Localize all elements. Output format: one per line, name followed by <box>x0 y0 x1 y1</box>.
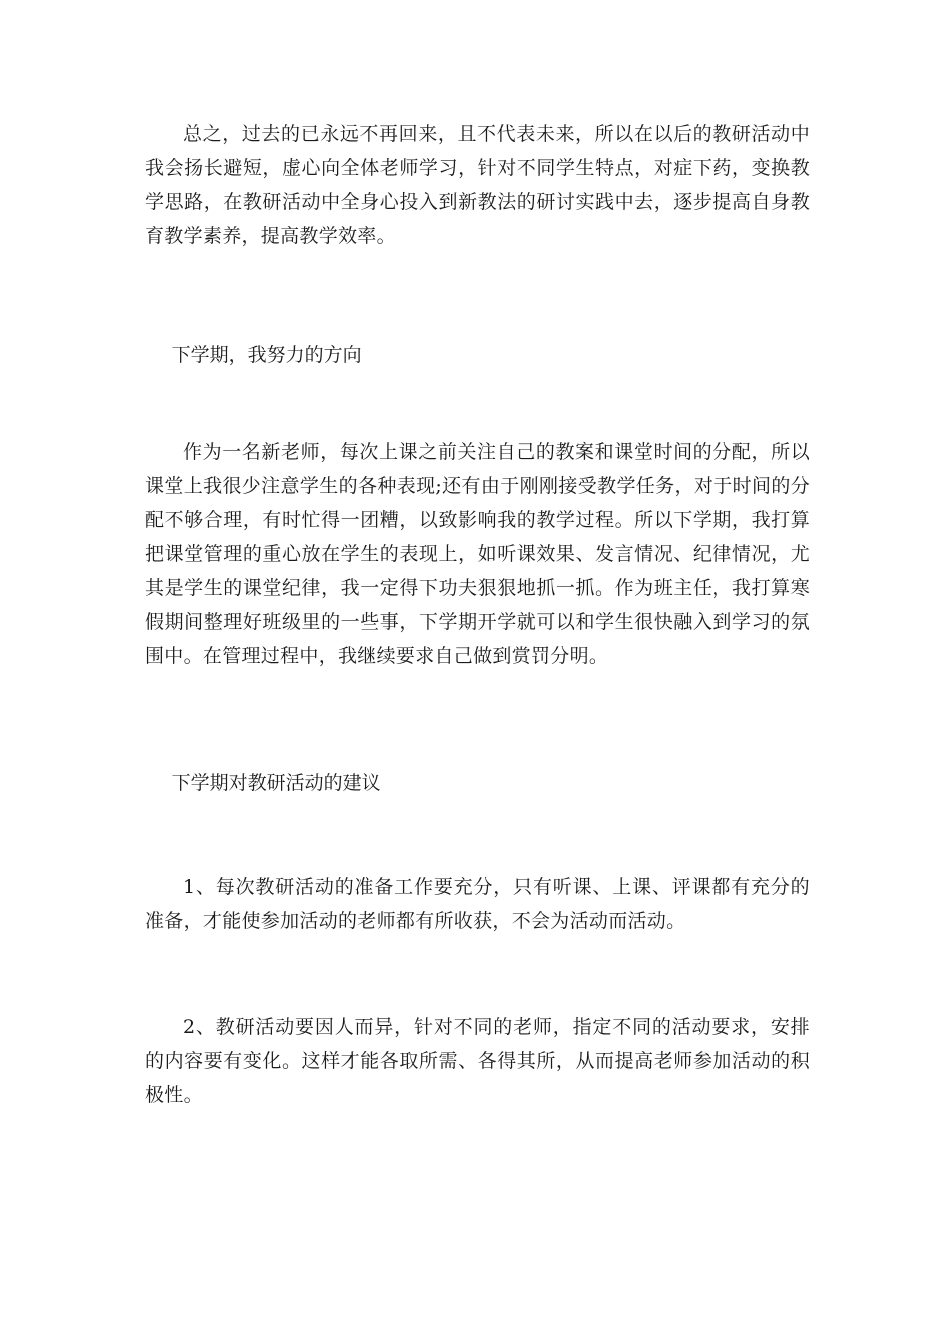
direction-paragraph: 作为一名新老师，每次上课之前关注自己的教案和课堂时间的分配，所以课堂上我很少注意学生的各种表现;还有由于刚刚接受教学任务，对于时间的分配不够合理，有时忙得一团糟，以致影响我的教学过程。所以下学期，我打算把课堂管理的重心放在学生的表现上，如听课效果、发言情况、纪律情况，尤其是学生的课堂纪律，我一定得下功夫狠狠地抓一抓。作为班主任，我打算寒假期间整理好班级里的一些事，下学期开学就可以和学生很快融入到学习的氛围中。在管理过程中，我继续要求自己做到赏罚分明。 <box>145 441 810 667</box>
suggestion-item-1: 1、每次教研活动的准备工作要充分，只有听课、上课、评课都有充分的准备，才能使参加活动的老师都有所收获，不会为活动而活动。 <box>145 876 810 932</box>
summary-paragraph: 总之，过去的已永远不再回来，且不代表未来，所以在以后的教研活动中我会扬长避短，虚心向全体老师学习，针对不同学生特点，对症下药，变换教学思路，在教研活动中全身心投入到新教法的研讨实践中去，逐步提高自身教育教学素养，提高教学效率。 <box>145 123 810 247</box>
section-heading-suggestions: 下学期对教研活动的建议 <box>171 772 381 794</box>
suggestion-item-2: 2、教研活动要因人而异，针对不同的老师，指定不同的活动要求，安排的内容要有变化。这样才能各取所需、各得其所，从而提高老师参加活动的积极性。 <box>145 1016 810 1106</box>
section-heading-direction: 下学期，我努力的方向 <box>171 344 362 366</box>
